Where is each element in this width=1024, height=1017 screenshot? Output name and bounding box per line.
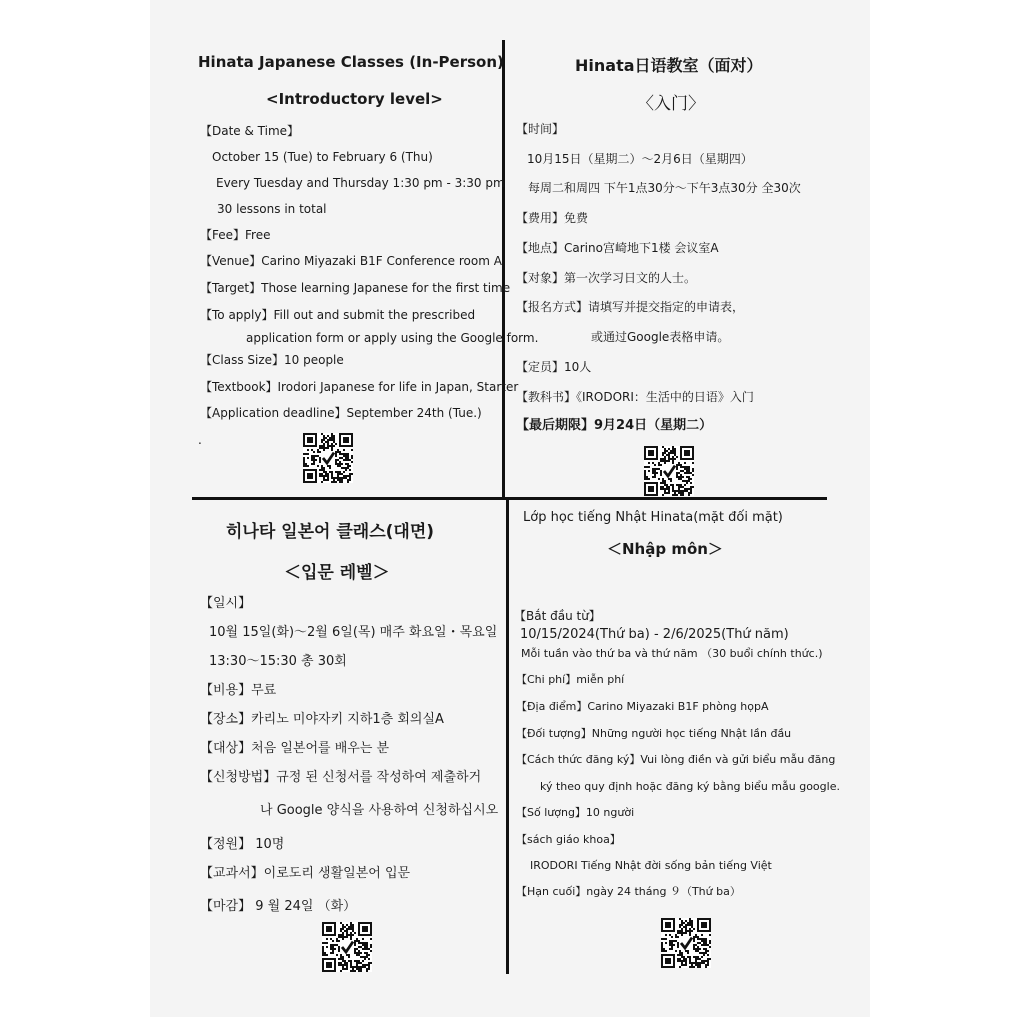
english-fee: 【Fee】Free: [200, 228, 271, 242]
vietnamese-subtitle: ＜Nhập môn＞: [607, 540, 723, 558]
english-dot: .: [198, 433, 202, 447]
korean-capacity: 【정원】 10명: [200, 837, 285, 852]
vietnamese-start-line2: Mỗi tuần vào thứ ba và thứ năm （30 buổi chính thức.): [521, 647, 823, 660]
english-date-label: 【Date & Time】: [200, 124, 300, 138]
chinese-capacity: 【定员】10人: [516, 360, 592, 374]
korean-textbook: 【교과서】이로도리 생활일본어 입문: [200, 866, 411, 881]
vietnamese-textbook: IRODORI Tiếng Nhật đời sống bản tiếng Việt: [530, 859, 772, 872]
chinese-textbook: 【教科书】《IRODORI：生活中的日语》入门: [516, 390, 754, 404]
english-venue: 【Venue】Carino Miyazaki B1F Conference room A: [200, 254, 502, 268]
korean-target: 【대상】처음 일본어를 배우는 분: [200, 741, 390, 756]
english-apply-line1: 【To apply】Fill out and submit the prescribed: [200, 308, 476, 322]
vietnamese-title: Lớp học tiếng Nhật Hinata(mặt đối mặt): [523, 510, 783, 525]
english-apply-line2: application form or apply using the Google form.: [246, 331, 539, 345]
qr-code-icon: [661, 918, 711, 968]
vietnamese-quantity: 【Số lượng】10 người: [516, 806, 635, 819]
korean-subtitle: ＜입문 레벨＞: [284, 563, 390, 583]
qr-code-icon: [644, 446, 694, 496]
chinese-time-line1: 10月15日（星期二）～2月6日（星期四）: [527, 152, 753, 166]
chinese-title: Hinata日语教室（面对）: [575, 56, 763, 75]
vietnamese-start-line1: 10/15/2024(Thứ ba) - 2/6/2025(Thứ năm): [520, 627, 789, 642]
horizontal-divider: [192, 497, 827, 500]
chinese-apply-line2: 或通过Google表格申请。: [591, 330, 730, 344]
vietnamese-fee: 【Chi phí】miễn phí: [516, 673, 625, 686]
vertical-divider-bottom: [506, 500, 509, 974]
vietnamese-deadline: 【Hạn cuối】ngày 24 tháng ９（Thứ ba）: [516, 885, 741, 898]
chinese-time-label: 【时间】: [516, 122, 565, 136]
korean-date-line2: 13:30～15:30 총 30회: [209, 654, 347, 669]
chinese-deadline: 【最后期限】9月24日（星期二）: [516, 418, 713, 433]
english-target: 【Target】Those learning Japanese for the first time: [200, 281, 511, 295]
vertical-divider-top: [502, 40, 505, 498]
chinese-apply-line1: 【报名方式】请填写并提交指定的申请表，: [516, 300, 745, 314]
korean-date-label: 【일시】: [200, 596, 252, 611]
chinese-time-line2: 每周二和周四 下午1点30分～下午3点30分 全30次: [528, 181, 801, 195]
vietnamese-apply-line1: 【Cách thức đăng ký】Vui lòng điền và gửi biểu mẫu đăng: [516, 753, 836, 766]
english-textbook: 【Textbook】Irodori Japanese for life in Japan, Starter: [200, 380, 519, 394]
vietnamese-textbook-label: 【sách giáo khoa】: [516, 833, 621, 846]
qr-code-icon: [322, 922, 372, 972]
vietnamese-venue: 【Địa điểm】Carino Miyazaki B1F phòng họpA: [516, 700, 769, 713]
korean-venue: 【장소】카리노 미야자키 지하1층 회의실A: [200, 712, 444, 727]
english-date-line2: Every Tuesday and Thursday 1:30 pm - 3:30 pm: [216, 176, 505, 190]
english-deadline: 【Application deadline】September 24th (Tue.): [200, 406, 482, 420]
chinese-fee: 【费用】免费: [516, 211, 589, 225]
english-date-line1: October 15 (Tue) to February 6 (Thu): [212, 150, 433, 164]
english-title: Hinata Japanese Classes (In-Person): [198, 53, 504, 71]
chinese-target: 【对象】第一次学习日文的人士。: [516, 271, 697, 285]
vietnamese-apply-line2: ký theo quy định hoặc đăng ký bằng biểu mẫu google.: [540, 780, 840, 793]
chinese-venue: 【地点】Carino宫崎地下1楼 会议室A: [516, 241, 719, 255]
qr-code-icon: [303, 433, 353, 483]
vietnamese-start-label: 【Bắt đầu từ】: [514, 609, 601, 623]
vietnamese-target: 【Đối tượng】Những người học tiếng Nhật lần đầu: [516, 727, 792, 740]
korean-deadline: 【마감】 9 월 24일 （화）: [200, 899, 357, 914]
korean-apply-line2: 나 Google 양식을 사용하여 신청하십시오: [260, 803, 499, 818]
korean-apply-line1: 【신청방법】규정 된 신청서를 작성하여 제출하거: [200, 770, 482, 785]
english-date-line3: 30 lessons in total: [217, 202, 327, 216]
korean-title: 히나타 일본어 클래스(대면): [226, 522, 435, 542]
chinese-subtitle: 〈入门〉: [637, 94, 705, 114]
korean-date-line1: 10월 15일(화)～2월 6일(목) 매주 화요일・목요일: [209, 625, 498, 640]
english-subtitle: <Introductory level>: [266, 90, 443, 108]
korean-fee: 【비용】무료: [200, 683, 277, 698]
english-class-size: 【Class Size】10 people: [200, 353, 344, 367]
